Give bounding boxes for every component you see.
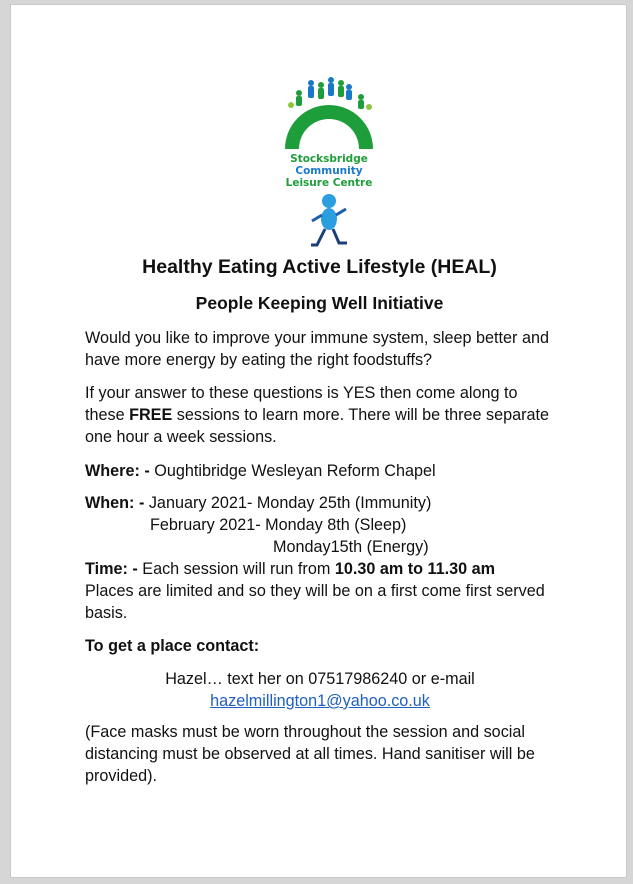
- logo-text-line2: Community: [295, 165, 363, 177]
- time-label: Time: -: [85, 560, 138, 578]
- answer-text-pre: If your answer to these questions is YES then come along to these: [85, 384, 518, 424]
- free-emphasis: FREE: [129, 406, 173, 424]
- when-january: January 2021- Monday 25th (Immunity): [144, 494, 432, 512]
- logo-arch-graphic: [279, 75, 379, 155]
- where-line: [85, 460, 555, 482]
- when-energy: Monday15th (Energy): [273, 538, 429, 556]
- contact-email-line: [85, 690, 555, 712]
- leisure-centre-logo: [279, 75, 379, 250]
- document-subtitle: People Keeping Well Initiative: [195, 293, 444, 313]
- time-hours: 10.30 am to 11.30 am: [334, 560, 495, 578]
- contact-email-link[interactable]: hazelmillington1@yahoo.co.uk: [210, 692, 430, 710]
- time-text: Each session will run from: [137, 560, 335, 578]
- logo-mascot-figure: [309, 193, 349, 248]
- answer-text-post: sessions to learn more. There will be three separate one hour a week sessions.: [85, 406, 549, 446]
- contact-line: Hazel… text her on 07517986240 or e-mail: [165, 670, 475, 688]
- when-label: When: -: [85, 494, 145, 512]
- contact-heading: To get a place contact:: [85, 637, 260, 655]
- safety-note: (Face masks must be worn throughout the session and social distancing must be observed at all times. Hand sanitiser will be provided).: [85, 723, 535, 785]
- when-line-1: [85, 492, 555, 514]
- when-february: February 2021- Monday 8th (Sleep): [150, 516, 407, 534]
- logo-text-line3: Leisure Centre: [285, 177, 373, 189]
- document-page: [10, 4, 627, 878]
- time-line: [85, 558, 555, 580]
- document-title: Healthy Eating Active Lifestyle (HEAL): [142, 256, 497, 278]
- where-value: Oughtibridge Wesleyan Reform Chapel: [149, 462, 436, 480]
- answer-paragraph: [85, 382, 555, 448]
- logo-text-line1: Stocksbridge: [290, 153, 368, 165]
- where-label: Where: -: [85, 462, 150, 480]
- places-paragraph: Places are limited and so they will be on a first come first served basis.: [85, 582, 545, 622]
- intro-paragraph: Would you like to improve your immune system, sleep better and have more energy by eating the right foodstuffs?: [85, 329, 549, 369]
